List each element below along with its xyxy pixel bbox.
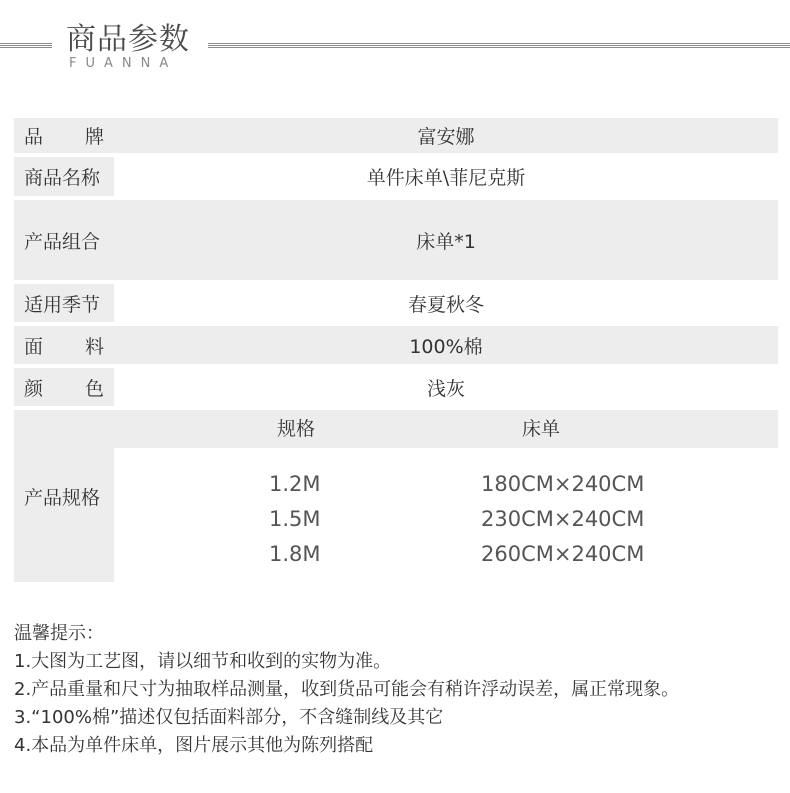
param-value: 单件床单\菲尼克斯 <box>114 157 778 196</box>
param-row-season <box>14 284 778 322</box>
param-value: 富安娜 <box>114 118 778 153</box>
note-item: 4.本品为单件床单，图片展示其他为陈列搭配 <box>14 735 374 756</box>
section-title: 商品参数 <box>66 22 190 57</box>
param-row-combo <box>14 200 778 280</box>
note-item: 1.大图为工艺图，请以细节和收到的实物为准。 <box>14 651 392 672</box>
param-table <box>14 118 778 582</box>
param-value: 床单*1 <box>114 200 778 280</box>
spec-sheet-dim: 260CM×240CM <box>481 542 645 566</box>
spec-size: 1.5M <box>269 507 321 531</box>
param-label: 商品名称 <box>14 157 114 196</box>
param-value: 春夏秋冬 <box>114 284 778 322</box>
param-label: 产品组合 <box>14 200 114 280</box>
note-item: 2.产品重量和尺寸为抽取样品测量，收到货品可能会有稍许浮动误差，属正常现象。 <box>14 679 680 700</box>
notes-heading: 温馨提示： <box>14 623 104 644</box>
param-value: 浅灰 <box>114 368 778 406</box>
param-row-brand <box>14 118 778 153</box>
param-row-fabric <box>14 326 778 364</box>
spec-header-size: 规格 <box>277 418 316 440</box>
param-row-color <box>14 368 778 406</box>
param-row-spec <box>14 410 778 582</box>
note-item: 3.“100%棉”描述仅包括面料部分，不含缝制线及其它 <box>14 707 444 728</box>
param-row-name <box>14 157 778 196</box>
param-value: 100%棉 <box>114 326 778 364</box>
header-rule-left <box>0 43 52 48</box>
param-label: 产品规格 <box>14 410 114 582</box>
header-rule-right <box>208 43 790 48</box>
notes-section <box>14 620 784 760</box>
brand-subtitle: FUANNA <box>69 56 178 71</box>
spec-sheet-dim: 180CM×240CM <box>481 472 645 496</box>
spec-table <box>114 410 778 582</box>
param-label: 颜 色 <box>14 368 114 406</box>
param-label: 面 料 <box>14 326 114 364</box>
param-label: 适用季节 <box>14 284 114 322</box>
spec-header-sheet: 床单 <box>522 418 561 440</box>
param-label: 品 牌 <box>14 118 114 153</box>
spec-sheet-dim: 230CM×240CM <box>481 507 645 531</box>
section-header <box>0 0 790 80</box>
spec-size: 1.8M <box>269 542 321 566</box>
spec-header <box>114 410 778 448</box>
spec-size: 1.2M <box>269 472 321 496</box>
